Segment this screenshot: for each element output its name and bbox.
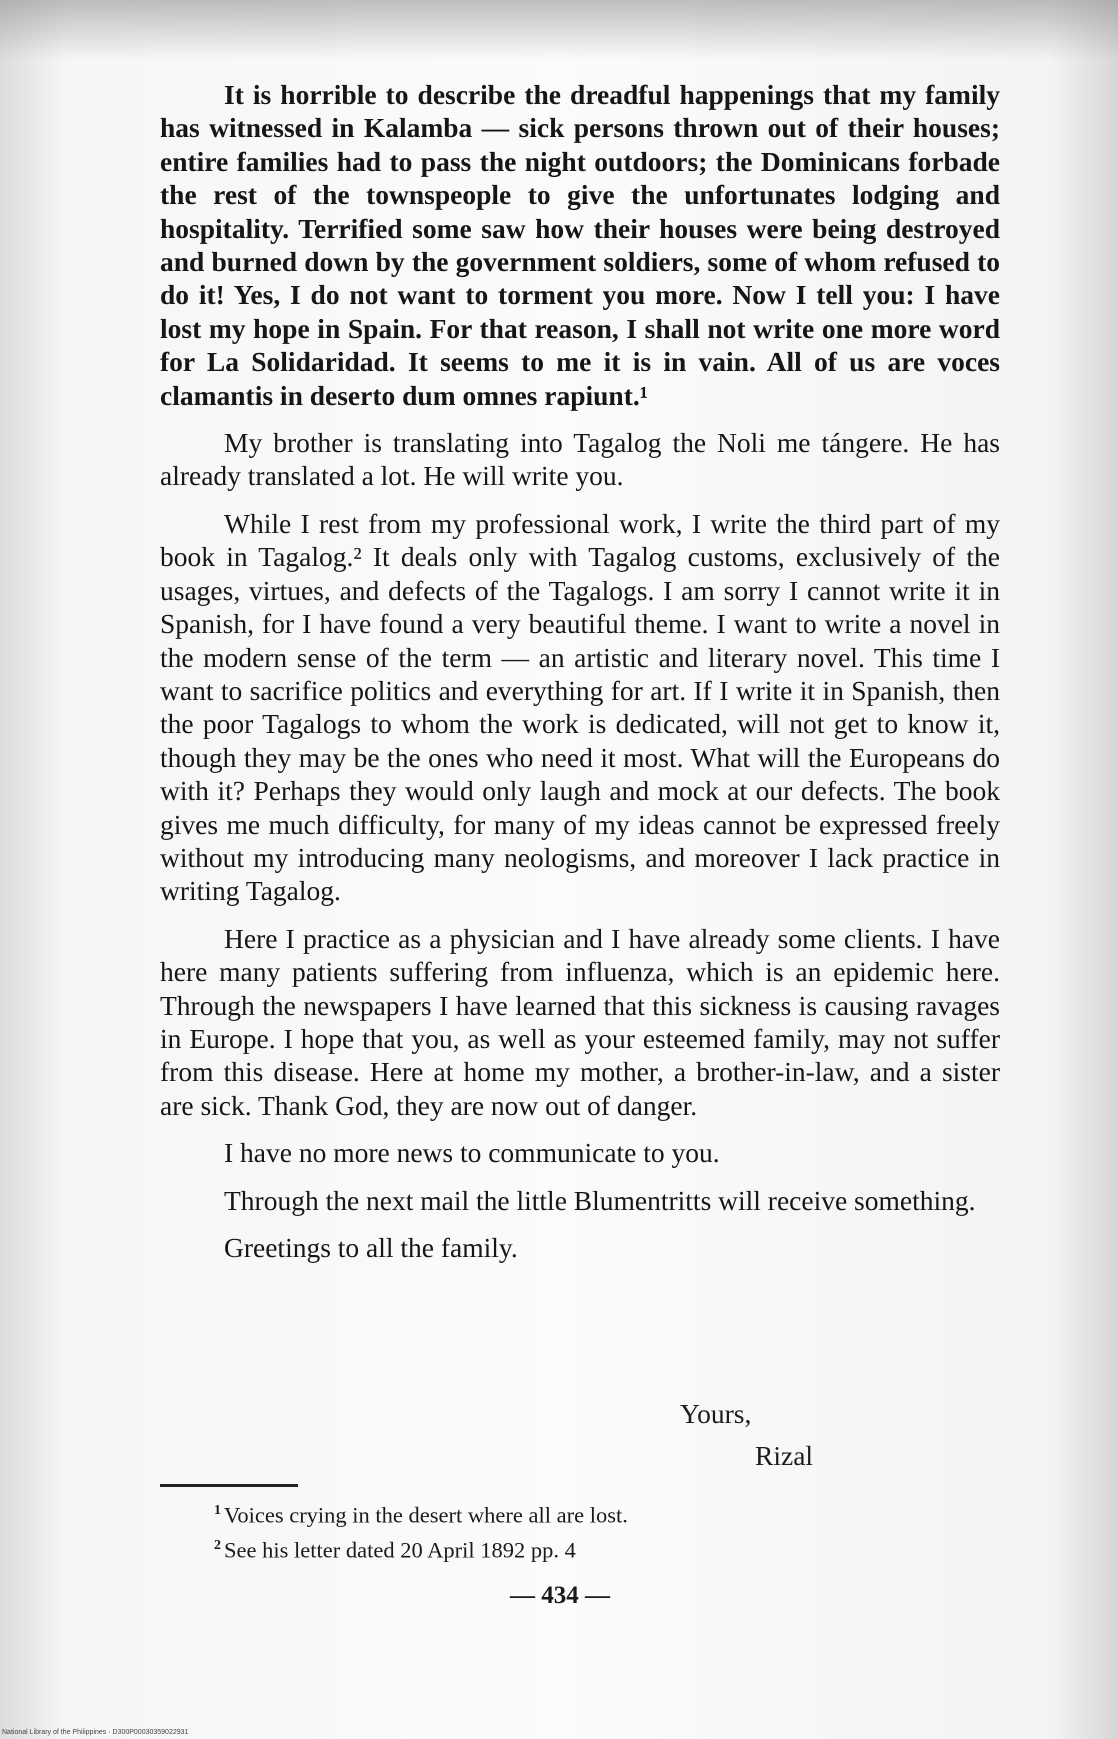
footnote-2: $^2$ See his letter dated 20 April 1892 pp. 4 bbox=[214, 1537, 576, 1562]
signature: Rizal bbox=[755, 1440, 814, 1471]
paragraph-kalamba: It is horrible to describe the dreadful happenings that my family has witnessed in Kalamba — sick persons thrown out of their houses; entire families had to pass the night outdoors; the Dominicans forbade the rest of the townspeople to give the unfortunates lodging and hospitality. Terrified some saw how their houses were being destroyed and burned down by the government soldiers, some of whom refused to do it! Yes, I do not want to torment you more. Now I tell you: I have lost my hope in Spain. For that reason, I shall not write one more word for La Solidaridad. It seems to me it is in vain. All of us are voces clamantis in deserto dum omnes rapiunt.¹ bbox=[160, 79, 1000, 411]
paragraph-greetings: Greetings to all the family. bbox=[224, 1232, 518, 1263]
page-number: — 434 — bbox=[510, 1582, 610, 1609]
paragraph-no-news: I have no more news to communicate to you. bbox=[224, 1137, 720, 1169]
footnotes bbox=[214, 1496, 628, 1565]
footnote-1: $^1$ Voices crying in the desert where all are lost. bbox=[214, 1502, 628, 1528]
footnote-divider bbox=[160, 1484, 298, 1487]
paragraph-physician: Here I practice as a physician and I have already some clients. I have here many patients suffering from influenza, which is an epidemic here. Through the newspapers I have learned that this sickness is causing ravages in Europe. I hope that you, as well as your esteemed family, may not suffer from this disease. Here at home my mother, a brother-in-law, and a sister are sick. Thank God, they are now out of danger. bbox=[160, 922, 1000, 1121]
scan-shadow bbox=[0, 0, 1118, 60]
paragraph-translation: My brother is translating into Tagalog the Noli me tángere. He has already translated a lot. He will write you. bbox=[160, 427, 1000, 492]
scan-credit: National Library of the Philippines · D300P00030359022931 bbox=[2, 1729, 189, 1736]
letter-body bbox=[160, 78, 1000, 1278]
closing-salutation: Yours, bbox=[680, 1398, 752, 1429]
paragraph-tagalog-book: While I rest from my professional work, I write the third part of my book in Tagalog.² It deals only with Tagalog customs, exclusively of the usages, virtues, and defects of the Tagalogs. I am sorry I cannot write it in Spanish, for I have found a very beautiful theme. I want to write a novel in the modern sense of the term — an artistic and literary novel. This time I want to sacrifice politics and everything for art. If I write it in Spanish, then the poor Tagalogs to whom the work is dedicated, will not get to know it, though they may be the ones who need it most. What will the Europeans do with it? Perhaps they would only laugh and mock at our defects. The book gives me much difficulty, for many of my ideas cannot be expressed freely without my introducing many neologisms, and moreover I lack practice in writing Tagalog. bbox=[160, 507, 1000, 907]
paragraph-blumentritts: Through the next mail the little Blumentritts will receive something. bbox=[224, 1184, 976, 1216]
